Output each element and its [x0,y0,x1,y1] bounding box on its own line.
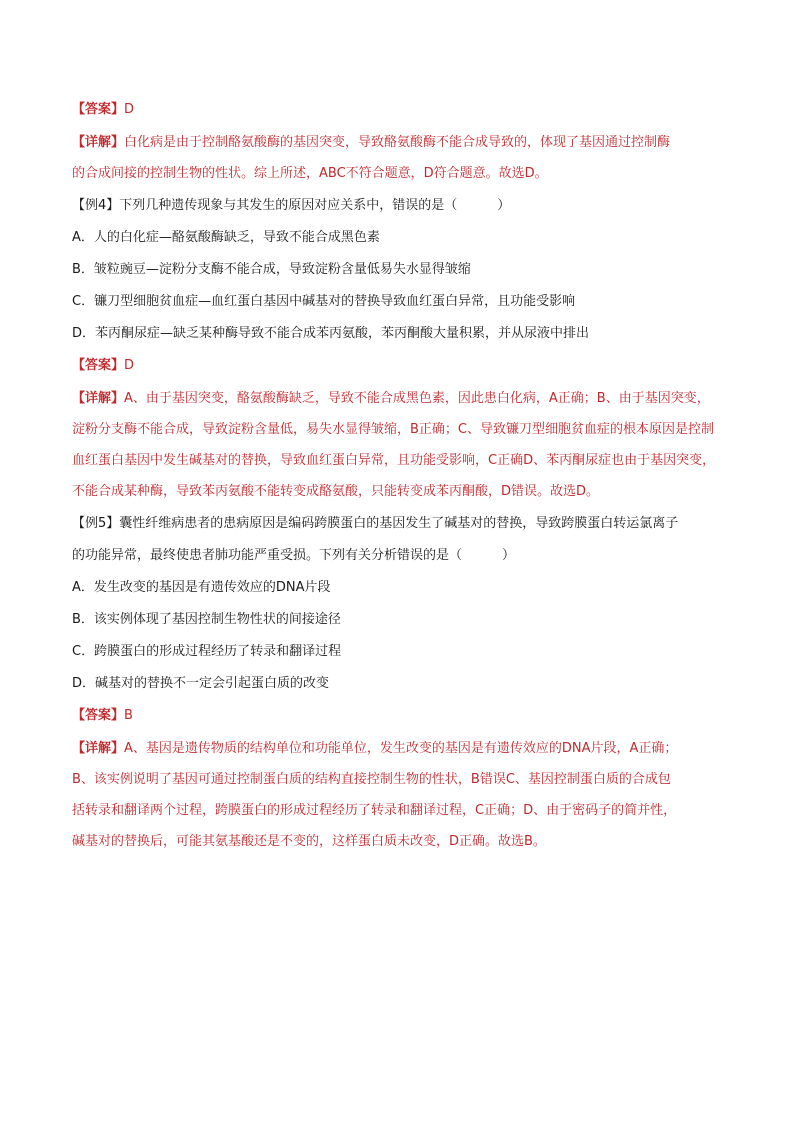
detail-2-line-1 [72,389,732,409]
detail-3-line-1 [72,739,732,759]
option-text: D．苯丙酮尿症—缺乏某种酶导致不能合成苯丙氨酸，苯丙酮酸大量积累，并从尿液中排出 [72,326,590,341]
option-text: B．皱粒豌豆—淀粉分支酶不能合成，导致淀粉含量低易失水显得皱缩 [72,262,471,277]
detail-text: 的合成间接的控制生物的性状。综上所述，ABC不符合题意，D符合题意。故选D。 [72,166,548,181]
answer-value: B [124,708,133,723]
question-stem-end: ） [502,548,516,563]
detail-3-line-4 [72,832,732,852]
answer-value: D [124,358,135,373]
answer-tag: 【答案】 [72,358,125,373]
detail-text: 白化病是由于控制酪氨酸酶的基因突变，导致酪氨酸酶不能合成导致的，体现了基因通过控制酶 [124,135,671,150]
answer-tag: 【答案】 [72,708,125,723]
option-text: C．镰刀型细胞贫血症—血红蛋白基因中碱基对的替换导致血红蛋白异常，且功能受影响 [72,294,576,309]
detail-2-line-4 [72,482,732,502]
answer-line-2 [72,356,732,376]
option-text: D．碱基对的替换不一定会引起蛋白质的改变 [72,676,330,691]
detail-text: 不能合成某种酶，导致苯丙氨酸不能转变成酪氨酸，只能转变成苯丙酮酸，D错误。故选D。 [72,484,600,499]
detail-text: B、该实例说明了基因可通过控制蛋白质的结构直接控制生物的性状，B错误C、基因控制蛋白质的合成包 [72,772,671,787]
question-5-option-b [72,610,732,630]
detail-2-line-3 [72,451,732,471]
question-stem: 下列几种遗传现象与其发生的原因对应关系中，错误的是（ [119,198,458,213]
question-4-option-d [72,324,732,344]
question-4-option-a [72,228,732,248]
detail-text: 碱基对的替换后，可能其氨基酸还是不变的，这样蛋白质未改变，D正确。故选B。 [72,834,546,849]
detail-1-line-2 [72,164,732,184]
option-text: C．跨膜蛋白的形成过程经历了转录和翻译过程 [72,644,342,659]
question-5-option-d [72,674,732,694]
question-5-option-a [72,578,732,598]
question-4-stem [72,196,732,216]
detail-text: 括转录和翻译两个过程，跨膜蛋白的形成过程经历了转录和翻译过程，C正确；D、由于密码子的简并性， [72,803,677,818]
answer-line-3 [72,706,732,726]
question-stem: 的功能异常，最终使患者肺功能严重受损。下列有关分析错误的是（ [72,548,463,563]
detail-text: 血红蛋白基因中发生碱基对的替换，导致血红蛋白异常，且功能受影响，C正确D、苯丙酮尿症也由于基因突变， [72,453,716,468]
detail-3-line-2 [72,770,732,790]
question-tag: 【例5】 [72,516,120,531]
question-stem-end: ） [497,198,511,213]
question-4-option-c [72,292,732,312]
detail-text: A、基因是遗传物质的结构单位和功能单位，发生改变的基因是有遗传效应的DNA片段，A正确； [124,741,678,756]
question-5-option-c [72,642,732,662]
question-stem: 囊性纤维病患者的患病原因是编码跨膜蛋白的基因发生了碱基对的替换，导致跨膜蛋白转运氯离子 [119,516,679,531]
question-4-option-b [72,260,732,280]
question-5-stem-line-1 [72,514,732,534]
detail-tag: 【详解】 [72,741,125,756]
detail-tag: 【详解】 [72,391,125,406]
answer-line-1 [72,100,732,120]
detail-text: A、由于基因突变，酪氨酸酶缺乏，导致不能合成黑色素，因此患白化病，A正确；B、由于基因突变， [124,391,710,406]
detail-2-line-2 [72,420,732,440]
detail-3-line-3 [72,801,732,821]
option-text: B．该实例体现了基因控制生物性状的间接途径 [72,612,341,627]
option-text: A．人的白化症—酪氨酸酶缺乏，导致不能合成黑色素 [72,230,380,245]
detail-text: 淀粉分支酶不能合成，导致淀粉含量低，易失水显得皱缩，B正确；C、导致镰刀型细胞贫血症的根本原因是控制 [72,422,714,437]
option-text: A．发生改变的基因是有遗传效应的DNA片段 [72,580,331,595]
question-5-stem-line-2 [72,546,732,566]
answer-value: D [124,102,135,117]
detail-1-line-1 [72,133,732,153]
question-tag: 【例4】 [72,198,120,213]
detail-tag: 【详解】 [72,135,125,150]
answer-tag: 【答案】 [72,102,125,117]
